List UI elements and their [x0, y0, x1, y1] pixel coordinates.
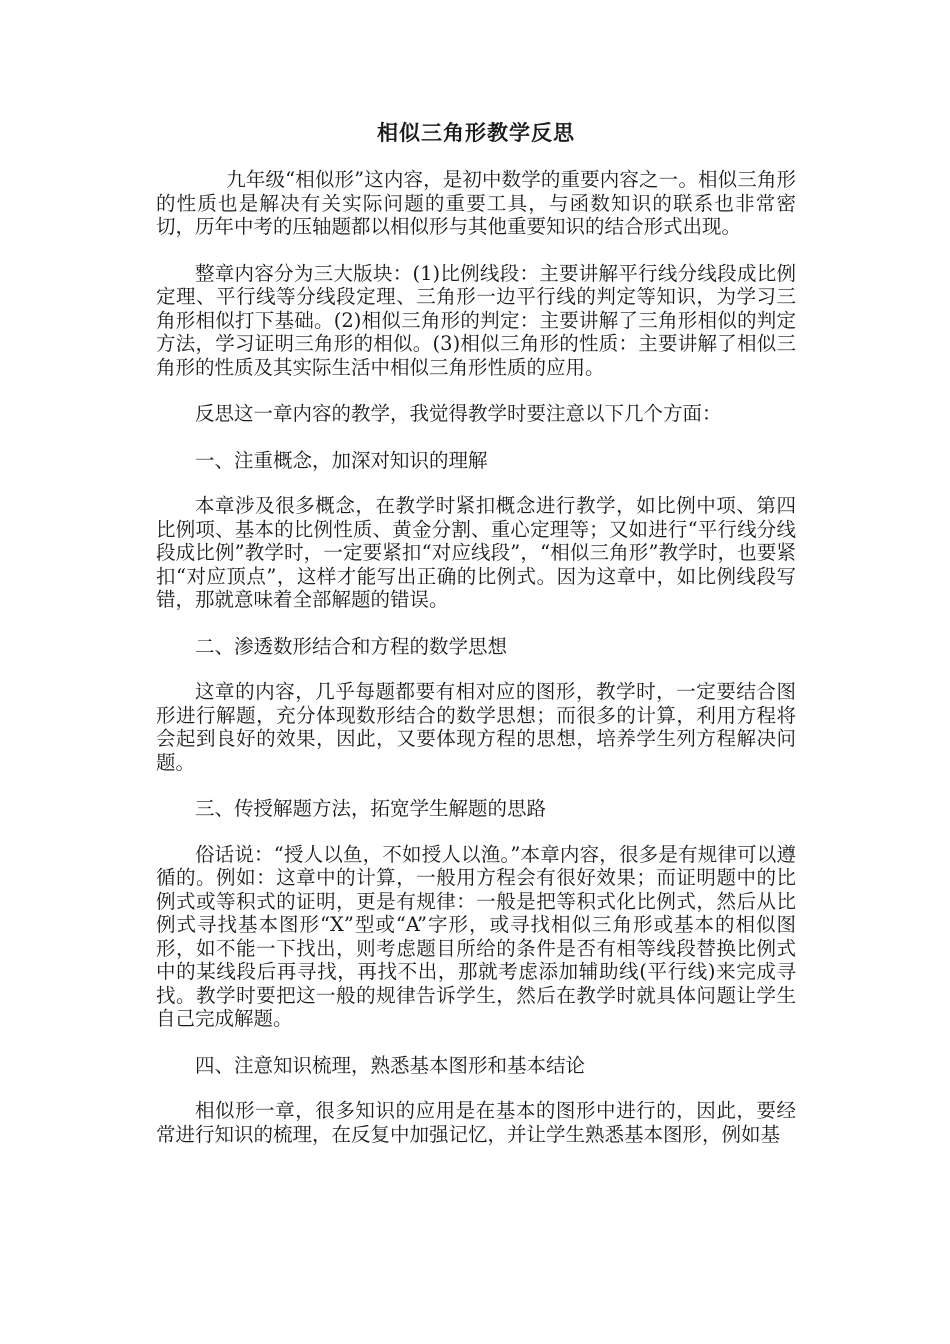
- section-heading-3: 三、传授解题方法，拓宽学生解题的思路: [195, 797, 547, 820]
- paragraph-section-1: 本章涉及很多概念，在教学时紧扣概念进行教学，如比例中项、第四比例项、基本的比例性质、黄金分割、重心定理等；又如进行“平行线分线段成比例”教学时，一定要紧扣“对应线段”，“相似三角形”教学时，也要紧扣“对应顶点”，这样才能写出正确的比例式。因为这章中，如比例线段写错，那就意味着全部解题的错误。: [156, 494, 796, 611]
- document-title: 相似三角形教学反思: [377, 121, 575, 145]
- paragraph-structure: 整章内容分为三大版块：(1)比例线段：主要讲解平行线分线段成比例定理、平行线等分线段定理、三角形一边平行线的判定等知识，为学习三角形相似打下基础。(2)相似三角形的判定：主要讲解了三角形相似的判定方法，学习证明三角形的相似。(3)相似三角形的性质：主要讲解了相似三角形的性质及其实际生活中相似三角形性质的应用。: [156, 261, 796, 379]
- section-heading-2: 二、渗透数形结合和方程的数学思想: [195, 634, 508, 658]
- document-page: [156, 120, 796, 1169]
- section-heading-1: 一、注重概念，加深对知识的理解: [195, 448, 488, 472]
- section-heading-4: 四、注意知识梳理，熟悉基本图形和基本结论: [195, 1053, 586, 1077]
- paragraph-section-3: 俗话说：“授人以鱼，不如授人以渔。”本章内容，很多是有规律可以遵循的。例如：这章中的计算，一般用方程会有很好效果；而证明题中的比例式或等积式的证明，更是有规律：一般是把等积式化比例式，然后从比例式寻找基本图形“X”型或“A”字形，或寻找相似三角形或基本的相似图形，如不能一下找出，则考虑题目所给的条件是否有相等线段替换比例式中的某线段后再寻找，再找不出，那就考虑添加辅助线(平行线)来完成寻找。教学时要把这一般的规律告诉学生，然后在教学时就具体问题让学生自己完成解题。: [156, 842, 796, 1030]
- paragraph-intro: 九年级“相似形”这内容，是初中数学的重要内容之一。相似三角形的性质也是解决有关实际问题的重要工具，与函数知识的联系也非常密切，历年中考的压轴题都以相似形与其他重要知识的结合形式出现。: [156, 168, 796, 238]
- paragraph-section-2: 这章的内容，几乎每题都要有相对应的图形，教学时，一定要结合图形进行解题，充分体现数形结合的数学思想；而很多的计算，利用方程将会起到良好的效果，因此，又要体现方程的思想，培养学生列方程解决问题。: [156, 680, 796, 774]
- paragraph-reflection-lead: 反思这一章内容的教学，我觉得教学时要注意以下几个方面：: [195, 402, 722, 425]
- paragraph-section-4: 相似形一章，很多知识的应用是在基本的图形中进行的，因此，要经常进行知识的梳理，在反复中加强记忆，并让学生熟悉基本图形，例如基: [156, 1099, 796, 1146]
